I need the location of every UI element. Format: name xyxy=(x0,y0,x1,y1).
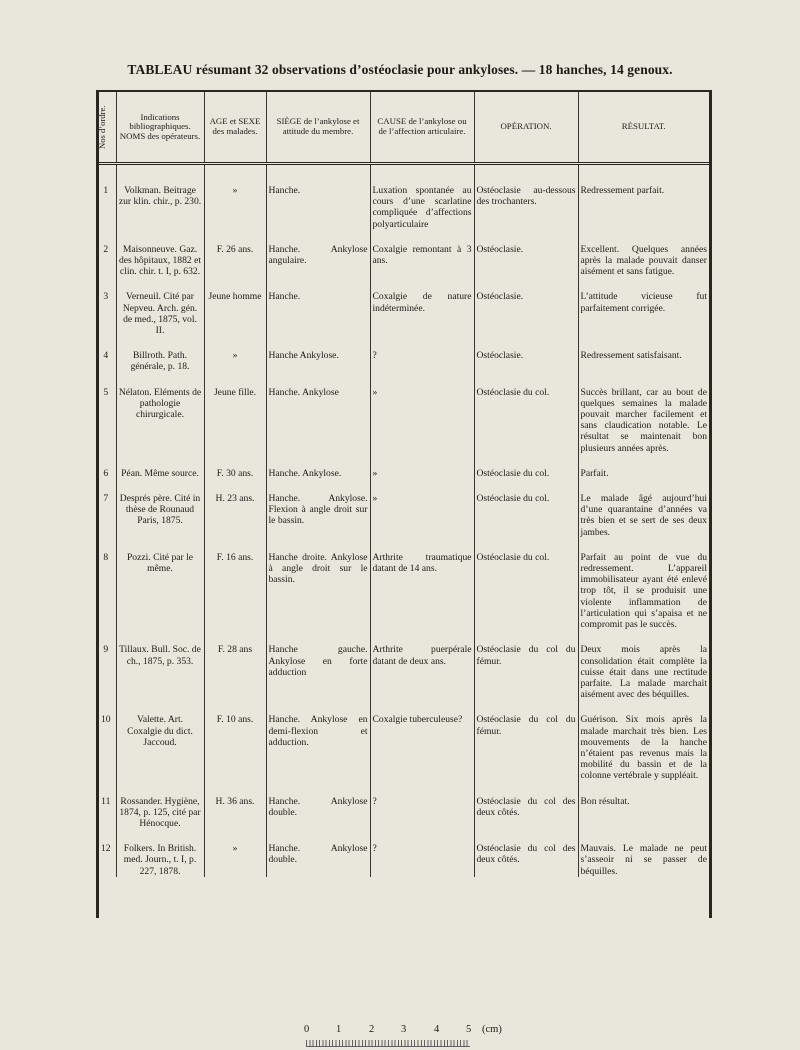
cell-biblio: Billroth. Path. générale, p. 18. xyxy=(116,336,204,372)
cell-resultat: Excellent. Quelques années après la malade pouvait danser aisément et sans fatigue. xyxy=(580,243,707,278)
cell-num: 1 xyxy=(96,171,116,230)
ruler-bar xyxy=(306,1040,470,1047)
cell-num: 3 xyxy=(96,277,116,336)
cell-siege: Hanche. Ankylose en demi-flexion et adduction. xyxy=(266,700,370,781)
cell-siege: Hanche droite. Ankylose à angle droit sur le bassin. xyxy=(266,538,370,630)
cell-num: 2 xyxy=(96,230,116,278)
cell-age: F. 26 ans. xyxy=(204,230,266,278)
cell-operation: Ostéoclasie du col. xyxy=(474,479,578,538)
cell-age: » xyxy=(204,829,266,877)
ruler-unit: (cm) xyxy=(482,1024,502,1035)
cell-biblio: Péan. Même source. xyxy=(116,454,204,479)
cell-cause: » xyxy=(370,454,474,479)
cell-age: » xyxy=(204,171,266,230)
cell-num: 6 xyxy=(96,454,116,479)
cell-resultat: Parfait au point de vue du redressement. L’appareil immobilisateur ayant été enlevé trop tôt, il se produisit une violente inflammation de l’articulation qui s’apaisa et ne compromit pas le succès. xyxy=(580,551,707,631)
cell-num: 10 xyxy=(96,700,116,781)
cell-cause: ? xyxy=(370,782,474,830)
cell-biblio: Pozzi. Cité par le même. xyxy=(116,538,204,630)
cell-cause: » xyxy=(370,373,474,454)
cell-operation: Ostéoclasie du col du fémur. xyxy=(474,630,578,700)
cell-resultat: L’attitude vicieuse fut parfaitement corrigée. xyxy=(580,291,707,314)
cell-biblio: Folkers. In British. med. Journ., t. I, p. 227, 1878. xyxy=(116,829,204,877)
cell-biblio: Després père. Cité in thèse de Rounaud Paris, 1875. xyxy=(116,479,204,538)
table-row xyxy=(96,373,709,454)
cell-operation: Ostéoclasie du col. xyxy=(474,454,578,479)
cell-cause: ? xyxy=(370,336,474,372)
header-cause: CAUSE de l’ankylose ou de l’affection articulaire. xyxy=(370,92,474,164)
ruler-tick-label: 5 xyxy=(466,1024,472,1035)
header-siege: SIÈGE de l’ankylose et attitude du membre. xyxy=(266,92,370,164)
cell-operation: Ostéoclasie. xyxy=(474,336,578,372)
cell-siege: Hanche. xyxy=(266,277,370,336)
cell-resultat: Le malade âgé aujourd’hui d’une quarantaine d’années va très bien et se sert de ses deux jambes. xyxy=(580,493,707,538)
ruler-ticks xyxy=(300,1024,475,1036)
cell-operation: Ostéoclasie. xyxy=(474,230,578,278)
header-biblio: Indications bibliographiques. NOMS des opérateurs. xyxy=(116,92,204,164)
page-title: TABLEAU résumant 32 observations d’ostéoclasie pour ankyloses. — 18 hanches, 14 genoux. xyxy=(127,62,673,77)
table-row xyxy=(96,277,709,336)
cell-age: F. 30 ans. xyxy=(204,454,266,479)
cell-biblio: Tillaux. Bull. Soc. de ch., 1875, p. 353. xyxy=(116,630,204,700)
cell-num: 11 xyxy=(96,782,116,830)
table-row xyxy=(96,479,709,538)
cell-siege: Hanche. Ankylose xyxy=(266,373,370,454)
cell-age: F. 10 ans. xyxy=(204,700,266,781)
cell-age: Jeune homme xyxy=(204,277,266,336)
cell-siege: Hanche. Ankylose double. xyxy=(266,782,370,830)
header-resultat: RÉSULTAT. xyxy=(578,92,709,164)
cell-num: 5 xyxy=(96,373,116,454)
cell-resultat: Deux mois après la consolidation était complète la cuisse était dans une rectitude parfaite. La malade marchait aisément avec des béquilles. xyxy=(580,644,707,701)
cell-cause: ? xyxy=(370,829,474,877)
table-row xyxy=(96,700,709,781)
cell-num: 7 xyxy=(96,479,116,538)
ruler-tick-label: 1 xyxy=(336,1024,342,1035)
table-row xyxy=(96,454,709,479)
scale-ruler xyxy=(300,1024,502,1046)
cell-siege: Hanche. Ankylose double. xyxy=(266,829,370,877)
cell-operation: Ostéoclasie du col des deux côtés. xyxy=(474,782,578,830)
cell-cause: » xyxy=(370,479,474,538)
cell-siege: Hanche. Ankylose angulaire. xyxy=(266,230,370,278)
cell-resultat: Redressement satisfaisant. xyxy=(580,350,682,362)
cell-age: » xyxy=(204,336,266,372)
ruler-tick-label: 0 xyxy=(304,1024,310,1035)
cell-num: 8 xyxy=(96,538,116,630)
cell-age: Jeune fille. xyxy=(204,373,266,454)
cell-cause: Coxalgie tuberculeuse? xyxy=(370,700,474,781)
cell-age: F. 16 ans. xyxy=(204,538,266,630)
cell-cause: Arthrite puerpérale datant de deux ans. xyxy=(370,630,474,700)
cell-operation: Ostéoclasie du col. xyxy=(474,373,578,454)
cell-cause: Luxation spontanée au cours d’une scarlatine compliquée d’affections polyarticulaire xyxy=(370,171,474,230)
table-row xyxy=(96,782,709,830)
cell-siege: Hanche. Ankylose. Flexion à angle droit sur le bassin. xyxy=(266,479,370,538)
cell-age: H. 23 ans. xyxy=(204,479,266,538)
header-operation: OPÉRATION. xyxy=(474,92,578,164)
cell-siege: Hanche. xyxy=(266,171,370,230)
cell-cause: Arthrite traumatique datant de 14 ans. xyxy=(370,538,474,630)
cell-age: F. 28 ans xyxy=(204,630,266,700)
cell-biblio: Volkman. Beitrage zur klin. chir., p. 230. xyxy=(116,171,204,230)
cell-biblio: Nélaton. Eléments de pathologie chirurgicale. xyxy=(116,373,204,454)
cell-operation: Ostéoclasie du col du fémur. xyxy=(474,700,578,781)
table-row xyxy=(96,336,709,372)
cell-resultat: Succès brillant, car au bout de quelques semaines la malade pouvait marcher facilement et sans claudication notable. Le résultat se maintenait bon plusieurs années après. xyxy=(580,386,707,454)
ruler-tick-label: 2 xyxy=(369,1024,375,1035)
cell-num: 12 xyxy=(96,829,116,877)
cell-operation: Ostéoclasie au-dessous des trochanters. xyxy=(474,171,578,230)
cell-biblio: Verneuil. Cité par Nepveu. Arch. gén. de med., 1875, vol. II. xyxy=(116,277,204,336)
cell-siege: Hanche. Ankylose. xyxy=(266,454,370,479)
cell-resultat: Parfait. xyxy=(580,467,609,479)
observations-table xyxy=(96,92,709,877)
cell-operation: Ostéoclasie du col. xyxy=(474,538,578,630)
cell-siege: Hanche Ankylose. xyxy=(266,336,370,372)
ruler-tick-label: 3 xyxy=(401,1024,407,1035)
cell-resultat: Mauvais. Le malade ne peut s’asseoir ni se passer de béquilles. xyxy=(580,843,707,877)
cell-num: 9 xyxy=(96,630,116,700)
table-row xyxy=(96,230,709,278)
cell-resultat: Bon résultat. xyxy=(580,795,630,807)
ruler-tick-label: 4 xyxy=(434,1024,440,1035)
table-row xyxy=(96,630,709,700)
cell-age: H. 36 ans. xyxy=(204,782,266,830)
header-row xyxy=(96,92,709,164)
cell-operation: Ostéoclasie. xyxy=(474,277,578,336)
header-num: Nos d’ordre. xyxy=(96,92,116,164)
cell-resultat: Guérison. Six mois après la malade marchait très bien. Les mouvements de la hanche n’étaient pas revenus mais la mobilité du bassin et de la colonne vertébrale y suppléait. xyxy=(580,714,707,782)
header-age: AGE et SEXE des malades. xyxy=(204,92,266,164)
cell-num: 4 xyxy=(96,336,116,372)
table-row xyxy=(96,829,709,877)
cell-siege: Hanche gauche. Ankylose en forte adduction xyxy=(266,630,370,700)
cell-resultat: Redressement parfait. xyxy=(580,185,665,196)
cell-operation: Ostéoclasie du col des deux côtés. xyxy=(474,829,578,877)
table-row xyxy=(96,171,709,230)
cell-cause: Coxalgie de nature indéterminée. xyxy=(370,277,474,336)
cell-biblio: Rossander. Hygiène, 1874, p. 125, cité par Hénocque. xyxy=(116,782,204,830)
cell-cause: Coxalgie remontant à 3 ans. xyxy=(370,230,474,278)
cell-biblio: Maisonneuve. Gaz. des hôpitaux, 1882 et clin. chir. t. I, p. 632. xyxy=(116,230,204,278)
cell-biblio: Valette. Art. Coxalgie du dict. Jaccoud. xyxy=(116,700,204,781)
table-row xyxy=(96,538,709,630)
